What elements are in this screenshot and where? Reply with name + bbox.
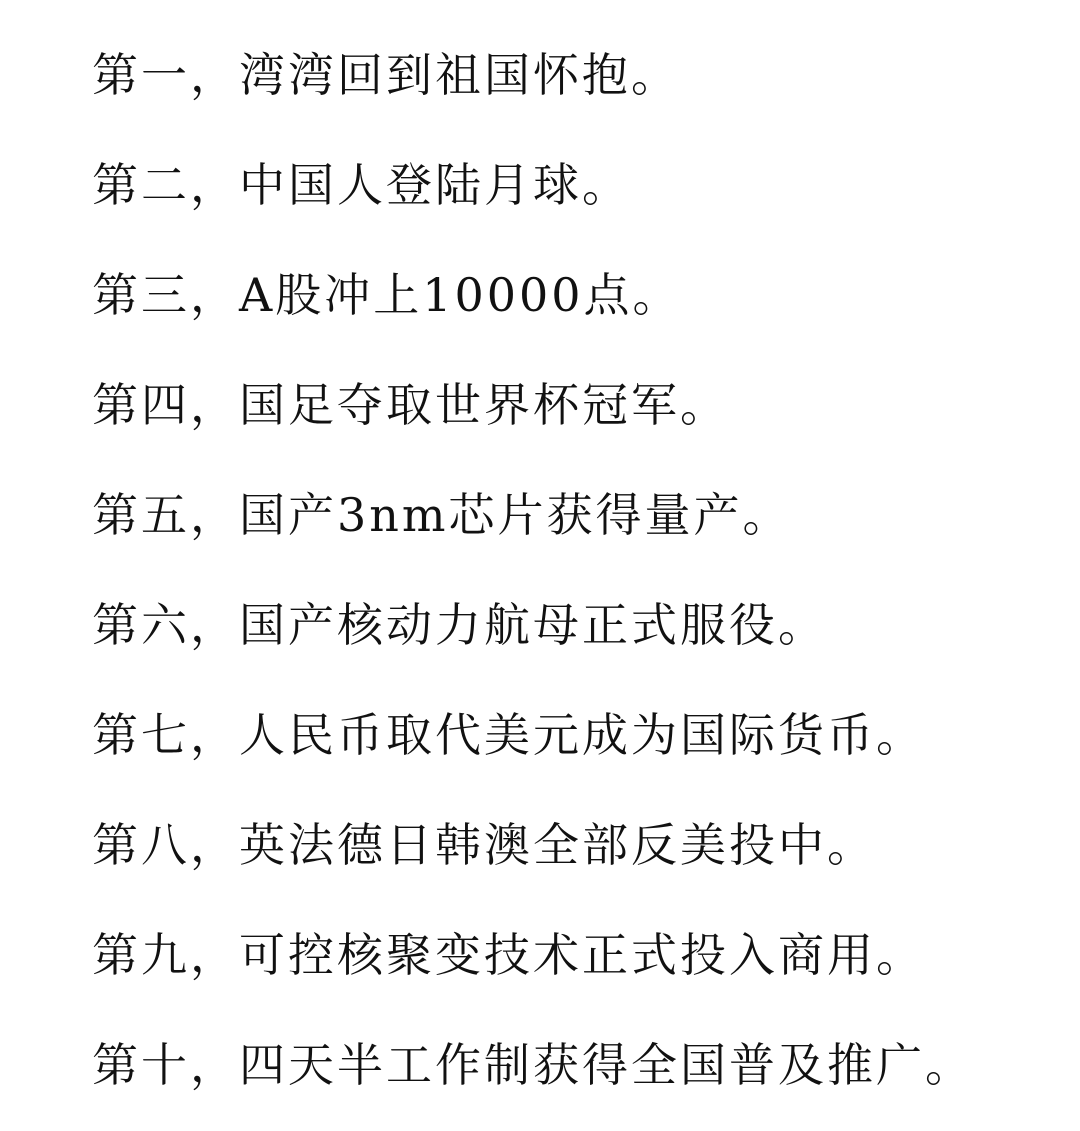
list-item: 第一，湾湾回到祖国怀抱。 [92,48,680,102]
list-item: 第八，英法德日韩澳全部反美投中。 [92,818,876,872]
list-item: 第四，国足夺取世界杯冠军。 [92,378,729,432]
list-item: 第七，人民币取代美元成为国际货币。 [92,708,925,762]
list-item: 第二，中国人登陆月球。 [92,158,631,212]
list-item: 第九，可控核聚变技术正式投入商用。 [92,928,925,982]
list-item: 第三，A股冲上10000点。 [92,268,682,322]
list-item: 第十，四天半工作制获得全国普及推广。 [92,1038,974,1092]
wish-list [92,45,974,1131]
list-item: 第六，国产核动力航母正式服役。 [92,598,827,652]
list-item: 第五，国产3nm芯片获得量产。 [92,488,792,542]
